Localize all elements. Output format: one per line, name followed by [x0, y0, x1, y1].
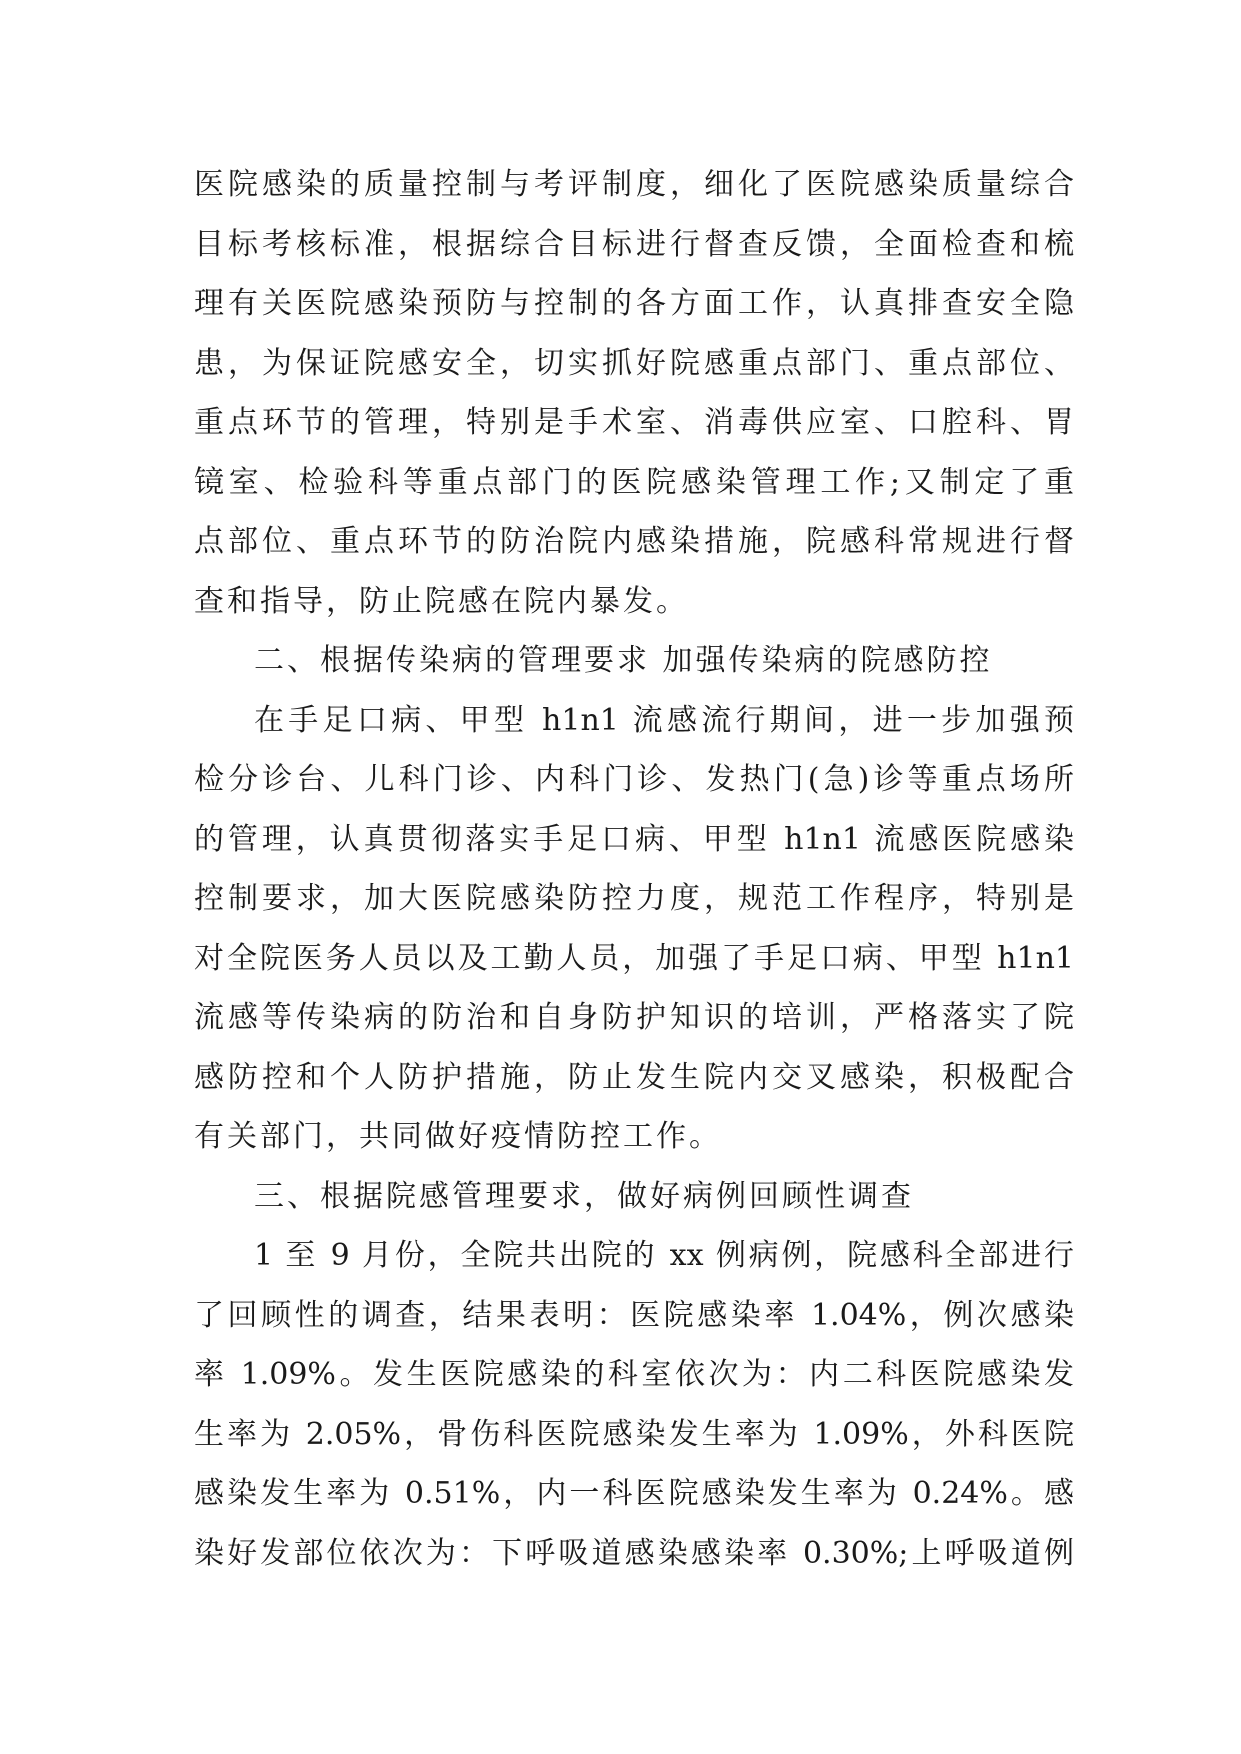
text-line: 镜室、检验科等重点部门的医院感染管理工作;又制定了重: [194, 464, 1074, 500]
text-line: 对全院医务人员以及工勤人员，加强了手足口病、甲型 h1n1: [194, 940, 1074, 976]
text-line: 了回顾性的调查，结果表明：医院感染率 1.04%，例次感染: [194, 1297, 1074, 1333]
document-body: [194, 155, 1074, 1583]
text-line: 患，为保证院感安全，切实抓好院感重点部门、重点部位、: [194, 345, 1074, 381]
text-line: 感染发生率为 0.51%，内一科医院感染发生率为 0.24%。感: [194, 1476, 1074, 1511]
text-line: 理有关医院感染预防与控制的各方面工作，认真排查安全隐: [194, 286, 1074, 321]
text-line: 有关部门，共同做好疫情防控工作。: [194, 1119, 722, 1154]
text-line: 检分诊台、儿科门诊、内科门诊、发热门(急)诊等重点场所: [194, 762, 1074, 797]
text-line: 的管理，认真贯彻落实手足口病、甲型 h1n1 流感医院感染: [194, 821, 1074, 857]
text-line: 流感等传染病的防治和自身防护知识的培训，严格落实了院: [194, 1000, 1074, 1035]
text-line: 目标考核标准，根据综合目标进行督查反馈，全面检查和梳: [194, 226, 1074, 262]
text-line: 1 至 9 月份，全院共出院的 xx 例病例，院感科全部进行: [254, 1238, 1074, 1273]
text-line: 点部位、重点环节的防治院内感染措施，院感科常规进行督: [194, 524, 1074, 559]
section-heading: 二、根据传染病的管理要求 加强传染病的院感防控: [254, 643, 993, 678]
text-line: 查和指导，防止院感在院内暴发。: [194, 583, 689, 619]
text-line: 医院感染的质量控制与考评制度，细化了医院感染质量综合: [194, 167, 1074, 202]
text-line: 感防控和个人防护措施，防止发生院内交叉感染，积极配合: [194, 1059, 1074, 1095]
text-line: 重点环节的管理，特别是手术室、消毒供应室、口腔科、胃: [194, 405, 1074, 440]
text-line: 生率为 2.05%，骨伤科医院感染发生率为 1.09%，外科医院: [194, 1416, 1074, 1452]
text-line: 控制要求，加大医院感染防控力度，规范工作程序，特别是: [194, 881, 1074, 916]
text-line: 在手足口病、甲型 h1n1 流感流行期间，进一步加强预: [254, 702, 1074, 738]
section-heading: 三、根据院感管理要求，做好病例回顾性调查: [254, 1178, 914, 1214]
text-line: 率 1.09%。发生医院感染的科室依次为：内二科医院感染发: [194, 1357, 1074, 1392]
text-line: 染好发部位依次为：下呼吸道感染感染率 0.30%;上呼吸道例: [194, 1535, 1074, 1571]
